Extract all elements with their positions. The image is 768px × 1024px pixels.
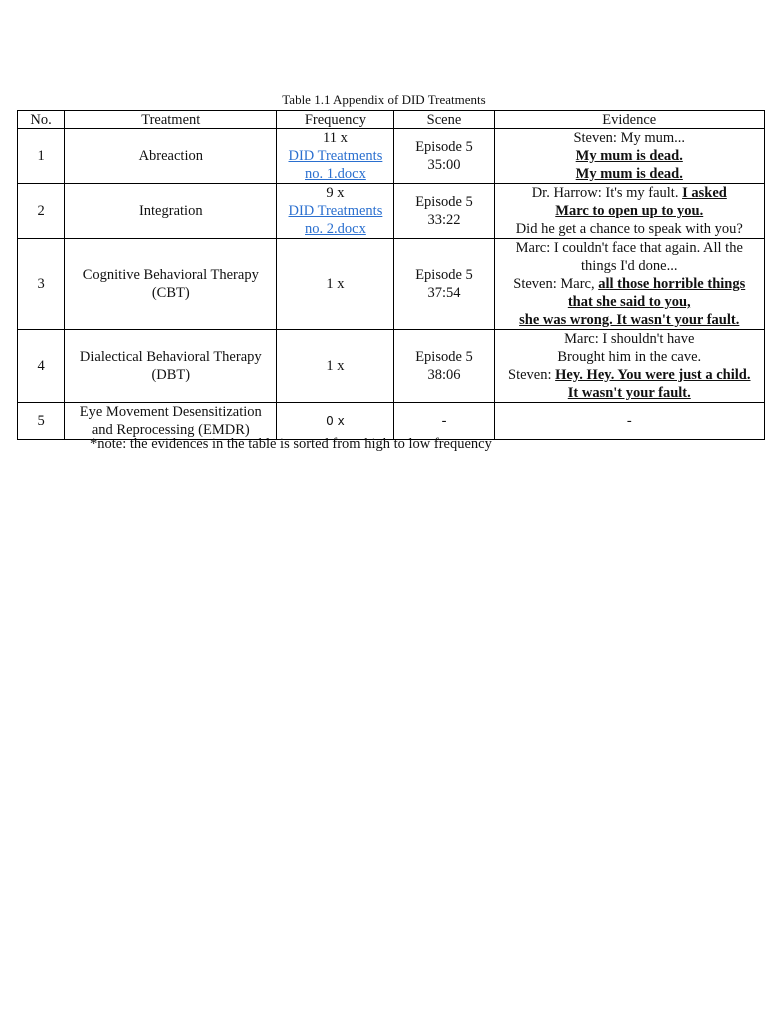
treatment-abbreviation: (CBT) bbox=[151, 285, 190, 301]
scene-cell bbox=[394, 239, 494, 330]
link-text[interactable]: no. 1.docx bbox=[305, 166, 366, 182]
frequency-cell bbox=[277, 239, 394, 330]
scene-time: 33:22 bbox=[427, 212, 461, 228]
row-number: 5 bbox=[18, 403, 65, 440]
table-note: *note: the evidences in the table is sorted from high to low frequency bbox=[90, 436, 492, 452]
evidence-line: Did he get a chance to speak with you? bbox=[515, 221, 743, 237]
treatment-cell bbox=[65, 403, 277, 440]
frequency-cell bbox=[277, 403, 394, 440]
frequency-count: 1 x bbox=[326, 358, 345, 374]
evidence-line: My mum is dead. bbox=[575, 148, 683, 164]
frequency-cell bbox=[277, 129, 394, 184]
treatment-cell bbox=[65, 239, 277, 330]
scene-episode: Episode 5 bbox=[415, 267, 473, 283]
header-treatment: Treatment bbox=[65, 111, 277, 129]
treatment-name: Eye Movement Desensitization bbox=[79, 404, 262, 420]
row-number: 1 bbox=[18, 129, 65, 184]
link-text[interactable]: DID Treatments bbox=[288, 203, 383, 219]
table-row bbox=[18, 184, 765, 239]
link-text[interactable]: no. 2.docx bbox=[305, 221, 366, 237]
treatment-abbreviation: (DBT) bbox=[151, 367, 191, 383]
header-evidence: Evidence bbox=[494, 111, 764, 129]
evidence-cell bbox=[494, 330, 764, 403]
evidence-cell bbox=[494, 129, 764, 184]
scene-cell bbox=[394, 184, 494, 239]
row-number: 4 bbox=[18, 330, 65, 403]
treatment-cell bbox=[65, 330, 277, 403]
table-row bbox=[18, 129, 765, 184]
treatment-name: Abreaction bbox=[138, 148, 203, 164]
evidence-line bbox=[497, 366, 762, 384]
treatment-cell bbox=[65, 184, 277, 239]
header-no: No. bbox=[18, 111, 65, 129]
scene-time: 37:54 bbox=[427, 285, 461, 301]
scene-episode: Episode 5 bbox=[415, 139, 473, 155]
evidence-line: Marc: I shouldn't have bbox=[564, 331, 695, 347]
evidence-line bbox=[497, 184, 762, 202]
frequency-count: 1 x bbox=[326, 276, 345, 292]
did-treatments-2-link[interactable] bbox=[279, 202, 391, 238]
treatment-cell bbox=[65, 129, 277, 184]
evidence-cell bbox=[494, 184, 764, 239]
table-row bbox=[18, 330, 765, 403]
table-row bbox=[18, 403, 765, 440]
scene-episode: Episode 5 bbox=[415, 349, 473, 365]
link-text[interactable]: DID Treatments bbox=[288, 148, 383, 164]
evidence-line: she was wrong. It wasn't your fault. bbox=[519, 312, 740, 328]
scene-cell bbox=[394, 129, 494, 184]
evidence-line: Marc: I couldn't face that again. All the bbox=[515, 240, 743, 256]
evidence-cell bbox=[494, 239, 764, 330]
evidence-highlight: I asked bbox=[682, 185, 727, 201]
evidence-speaker: Steven: bbox=[508, 367, 556, 383]
frequency-count: 11 x bbox=[323, 130, 348, 146]
evidence-cell bbox=[494, 403, 764, 440]
evidence-line bbox=[497, 275, 762, 293]
row-number: 3 bbox=[18, 239, 65, 330]
table-header-row bbox=[18, 111, 765, 129]
scene-episode: Episode 5 bbox=[415, 194, 473, 210]
frequency-count: 9 x bbox=[326, 185, 345, 201]
did-treatments-1-link[interactable] bbox=[279, 147, 391, 183]
header-scene: Scene bbox=[394, 111, 494, 129]
scene-cell bbox=[394, 403, 494, 440]
treatment-name: Integration bbox=[138, 203, 203, 219]
evidence-highlight: Hey. Hey. You were just a child. bbox=[555, 367, 751, 383]
scene-time: 35:00 bbox=[427, 157, 461, 173]
frequency-cell bbox=[277, 330, 394, 403]
evidence-line: Steven: My mum... bbox=[573, 130, 686, 146]
evidence-speaker: Dr. Harrow: It's my fault. bbox=[531, 185, 683, 201]
frequency-cell bbox=[277, 184, 394, 239]
scene-episode: - bbox=[441, 413, 447, 429]
evidence-line: - bbox=[626, 413, 632, 429]
treatment-name: Cognitive Behavioral Therapy bbox=[82, 267, 259, 283]
row-number: 2 bbox=[18, 184, 65, 239]
evidence-speaker: Steven: Marc, bbox=[513, 276, 599, 292]
evidence-line: Brought him in the cave. bbox=[557, 349, 702, 365]
evidence-line: things I'd done... bbox=[581, 258, 678, 274]
treatment-name-continued: and Reprocessing (EMDR) bbox=[91, 422, 250, 438]
evidence-line: Marc to open up to you. bbox=[555, 203, 704, 219]
treatment-name: Dialectical Behavioral Therapy bbox=[79, 349, 262, 365]
did-treatments-table bbox=[17, 110, 765, 440]
scene-cell bbox=[394, 330, 494, 403]
frequency-count: 0 x bbox=[326, 414, 345, 428]
evidence-highlight: all those horrible things bbox=[598, 276, 746, 292]
header-frequency: Frequency bbox=[277, 111, 394, 129]
evidence-line: It wasn't your fault. bbox=[567, 385, 691, 401]
evidence-line: My mum is dead. bbox=[575, 166, 683, 182]
evidence-line: that she said to you, bbox=[567, 294, 691, 310]
table-row bbox=[18, 239, 765, 330]
scene-time: 38:06 bbox=[427, 367, 461, 383]
table-caption: Table 1.1 Appendix of DID Treatments bbox=[282, 92, 486, 107]
